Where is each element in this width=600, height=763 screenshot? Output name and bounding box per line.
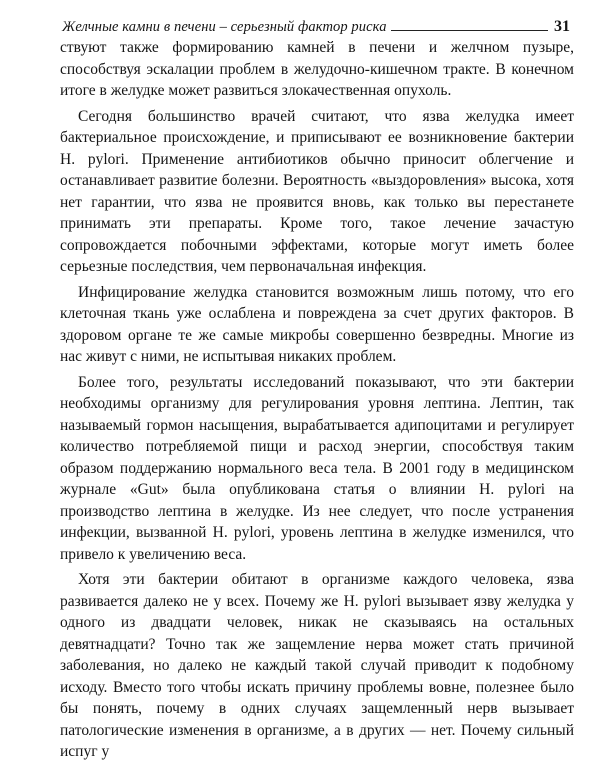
paragraph: Более того, результаты исследований показывают, что эти бактерии необходимы организму для регулирования уровня лептина. Лептин, так называемый гормон насыщения, вырабатывается адипоцитами и регулирует количество потребляемой пищи и расход энергии, способствуя таким образом поддержанию нормального веса тела. В 2001 году в медицинском журнале «Gut» была опубликована статья о влиянии H. pylori на производство лептина в желудке. Из нее следует, что после устранения инфекции, вызванной H. pylori, уровень лептина в желудке изменился, что привело к увеличению веса.: [60, 373, 574, 563]
paragraph-continuation: ствуют также формированию камней в печени и желчном пузыре, способствуя эскалации проблем в желудочно-кишечном тракте. В конечном итоге в желудке может развиться злокачественная опухоль.: [60, 39, 574, 99]
paragraph: Хотя эти бактерии обитают в организме каждого человека, язва развивается далеко не у всех. Почему же H. pylori вызывает язву желудка у одного из двадцати человек, никак не сказываясь на остальных девятнадцати? Точно так же защемление нерва может стать причиной заболевания, но далеко не каждый такой случай приводит к подобному исходу. Вместо того чтобы искать причину проблемы вовне, полезнее было бы понять, почему в одних случаях защемленный нерв вызывает патологические изменения в организме, а в других — нет. Почему сильный испуг у: [60, 571, 574, 760]
body-text: [60, 37, 574, 763]
running-header-title: Желчные камни в печени – серьезный фактор риска: [62, 19, 387, 35]
page-number: 31: [554, 18, 570, 35]
running-header: [62, 10, 570, 36]
header-rule: [391, 30, 548, 31]
paragraph: Инфицирование желудка становится возможным лишь потому, что его клеточная ткань уже ослаблена и повреждена за счет других факторов. В здоровом органе те же самые микробы совершенно безвредны. Многие из нас живут с ними, не испытывая никаких проблем.: [60, 283, 574, 365]
paragraph: Сегодня большинство врачей считают, что язва желудка имеет бактериальное происхождение, и приписывают ее возникновение бактерии H. pylori. Применение антибиотиков обычно приносит облегчение и останавливает развитие болезни. Вероятность «выздоровления» высока, хотя нет гарантии, что язва не проявится вновь, как только вы перестанете принимать эти препараты. Кроме того, такое лечение зачастую сопровождается побочными эффектами, которые могут иметь более серьезные последствия, чем первоначальная инфекция.: [60, 107, 574, 275]
